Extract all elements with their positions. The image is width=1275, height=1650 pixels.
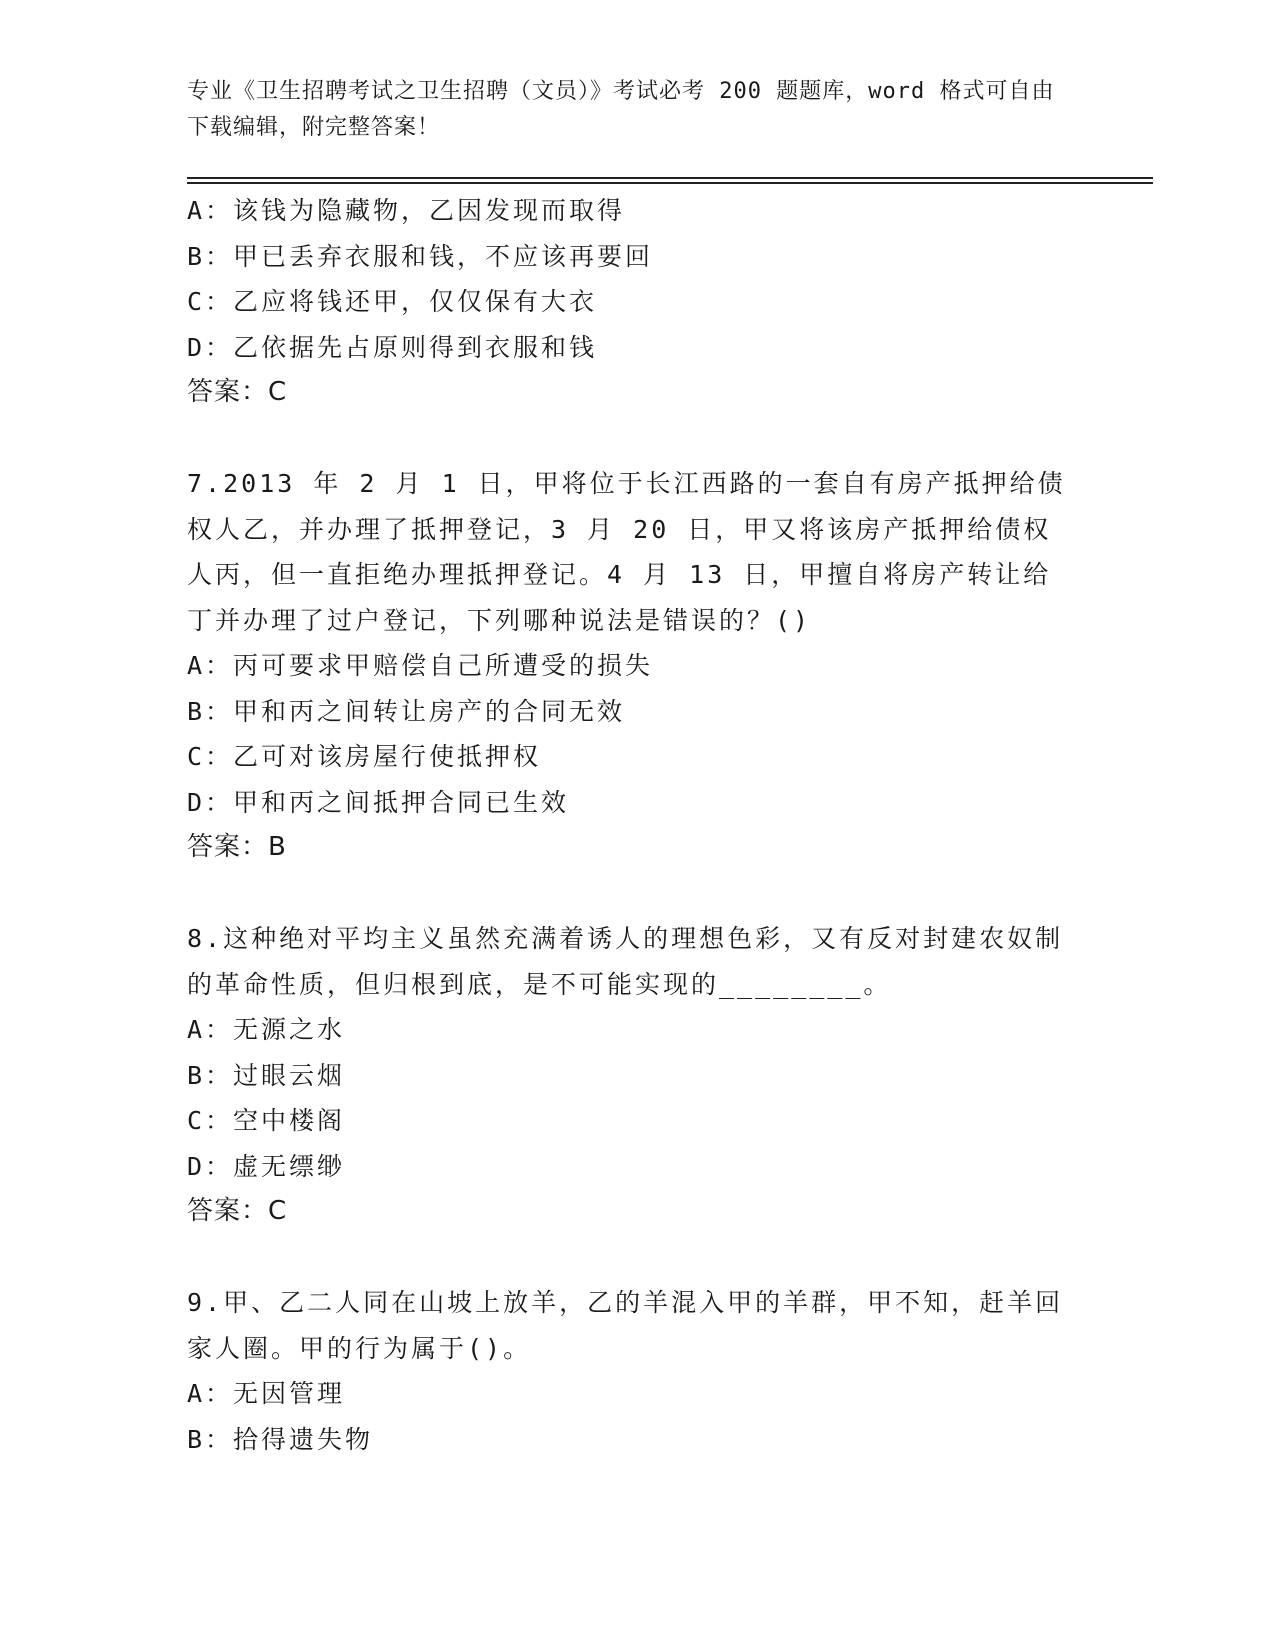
question-block-8 [187,916,1087,1235]
option-c: C：乙可对该房屋行使抵押权 [187,742,542,771]
spacer [187,871,1087,917]
option-a: A：丙可要求甲赔偿自己所遭受的损失 [187,651,654,680]
page-header: 专业《卫生招聘考试之卫生招聘（文员）》考试必考 200 题题库，word 格式可自由下载编辑，附完整答案！ [187,79,1055,140]
question-stem: 8.这种绝对平均主义虽然充满着诱人的理想色彩，又有反对封建农奴制的革命性质，但归根到底，是不可能实现的________。 [187,924,1064,999]
option-b: B：甲和丙之间转让房产的合同无效 [187,696,626,726]
option-d: D：虚无缥缈 [187,1151,346,1181]
question-block-7 [187,461,1087,871]
option-a: A：无因管理 [187,1379,346,1408]
question-stem: 9.甲、乙二人同在山坡上放羊，乙的羊混入甲的羊群，甲不知，赶羊回家人圈。甲的行为属于()。 [187,1288,1064,1363]
option-c: C：空中楼阁 [187,1106,346,1135]
question-block-6 [187,188,1087,416]
header-rule-bottom [187,182,1153,184]
option-b: B：甲已丢弃衣服和钱，不应该再要回 [187,241,654,271]
option-d: D：甲和丙之间抵押合同已生效 [187,787,570,817]
answer-line: 答案：B [187,832,287,862]
header-rule-top [187,177,1153,179]
document-content [187,188,1087,1462]
answer-line: 答案：C [187,377,288,407]
question-block-9 [187,1280,1087,1462]
spacer [187,1235,1087,1281]
option-d: D：乙依据先占原则得到衣服和钱 [187,332,598,362]
option-a: A：该钱为隐藏物，乙因发现而取得 [187,196,626,225]
option-b: B：拾得遗失物 [187,1424,374,1454]
option-a: A：无源之水 [187,1015,346,1044]
spacer [187,416,1087,462]
answer-line: 答案：C [187,1196,288,1226]
option-c: C：乙应将钱还甲，仅仅保有大衣 [187,287,598,316]
question-stem: 7.2013 年 2 月 1 日，甲将位于长江西路的一套自有房产抵押给债权人乙，并办理了抵押登记，3 月 20 日，甲又将该房产抵押给债权人丙，但一直拒绝办理抵押登记。4 月 13 日，甲擅自将房产转让给丁并办理了过户登记，下列哪种说法是错误的？() [187,469,1066,635]
option-b: B：过眼云烟 [187,1060,346,1090]
